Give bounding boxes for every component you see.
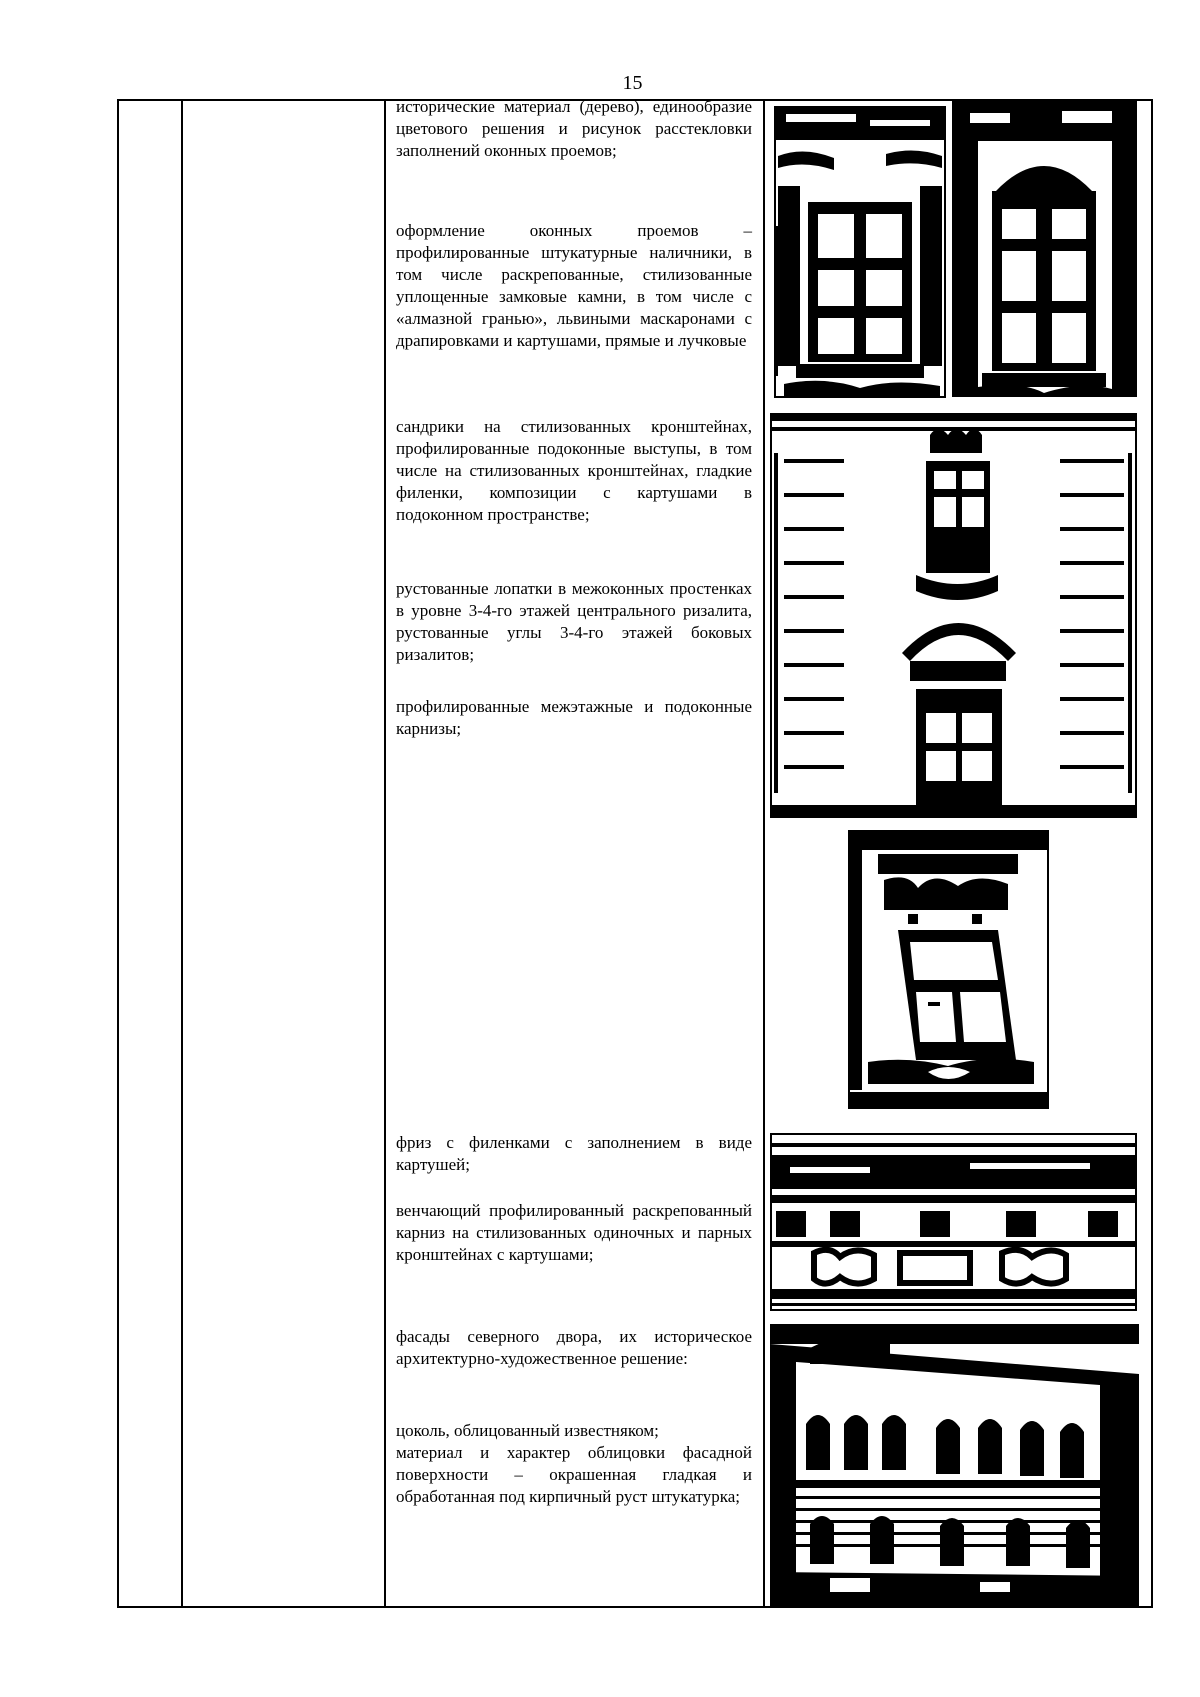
photo-facade-windows (770, 413, 1137, 818)
table-border-bottom (117, 1606, 1153, 1608)
table-border-right (1151, 99, 1153, 1608)
table-border-left (117, 99, 119, 1608)
paragraph: венчающий профилированный раскрепованный карниз на стилизованных одиночных и парных кронштейнах с картушами; (396, 1201, 752, 1264)
paragraph: рустованные лопатки в межоконных простенках в уровне 3-4-го этажей центрального ризалита, рустованные углы 3-4-го этажей боковых ризалитов; (396, 579, 752, 664)
paragraph: оформление оконных проемов – профилированные штукатурные наличники, в том числе раскрепованные, стилизованные уплощенные замковые камни, в том числе с «алмазной гранью», львиными маскаронами с драпировками и картушами, прямые и лучковые (396, 221, 752, 350)
paragraph: исторические материал (дерево), единообразие цветового решения и рисунок расстекловки заполнений оконных проемов; (396, 97, 752, 160)
page-number: 15 (622, 72, 643, 94)
table-column-divider-2 (384, 99, 386, 1608)
paragraph: материал и характер облицовки фасадной поверхности – окрашенная гладкая и обработанная под кирпичный руст штукатурка; (396, 1443, 752, 1506)
table-column-divider-3 (763, 99, 765, 1608)
photo-window-2 (952, 101, 1137, 397)
paragraph: фасады северного двора, их историческое архитектурно-художественное решение: (396, 1327, 752, 1368)
paragraph: фриз с филенками с заполнением в виде картушей; (396, 1133, 752, 1174)
paragraph: цоколь, облицованный известняком; (396, 1421, 659, 1440)
photo-frieze-cornice (770, 1133, 1137, 1311)
photo-window-cartouche (848, 830, 1049, 1109)
paragraph: сандрики на стилизованных кронштейнах, профилированные подоконные выступы, в том числе на стилизованных кронштейнах, гладкие филенки, композиции с картушами в подоконном пространстве; (396, 417, 752, 524)
photo-window-1 (774, 106, 946, 398)
table-column-divider-1 (181, 99, 183, 1608)
paragraph: профилированные межэтажные и подоконные карнизы; (396, 697, 752, 738)
photo-north-courtyard-facade (770, 1324, 1139, 1606)
